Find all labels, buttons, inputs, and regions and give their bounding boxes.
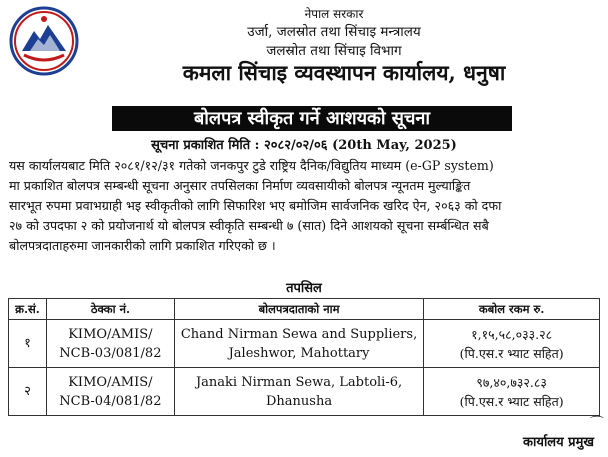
contract-line: NCB-03/081/82 (59, 345, 162, 361)
signature-mark: ⌒ (590, 416, 604, 432)
bidder-line: Chand Nirman Sewa and Suppliers, (180, 326, 418, 342)
amount-note: (पि.एस.र भ्याट सहित) (459, 345, 564, 361)
header-ministry: उर्जा, जलस्रोत तथा सिंचाइ मन्त्रालय (247, 24, 421, 40)
amount-value: १,१५,५८,०३३.२८ (471, 326, 553, 342)
cell-amount (424, 320, 600, 368)
paragraph-line: सारभूत रुपमा प्रवाभग्राही भइ स्वीकृतीको लागि सिफारिश भए बमोजिम सार्वजनिक खरिद ऐन, २०६३ को दफा (9, 198, 502, 213)
cell-sn: २ (9, 368, 47, 416)
cell-amount (424, 368, 600, 416)
cell-contract (46, 320, 174, 368)
table-row (9, 368, 600, 416)
schedule-heading: तपसिल (286, 281, 322, 296)
signature-office-chief: कार्यालय प्रमुख (523, 435, 594, 450)
cell-bidder (174, 320, 423, 368)
published-date: सूचना प्रकाशित मिति : २०८२/०२/०६ (20th May, 2025) (151, 138, 457, 153)
header-government: नेपाल सरकार (304, 7, 364, 21)
col-header-sn: क्र.सं. (9, 299, 47, 320)
bidder-line: Janaki Nirman Sewa, Labtoli-6, (195, 374, 403, 390)
notice-title-banner: बोलपत्र स्वीकृत गर्ने आशयको सूचना (112, 106, 512, 131)
bid-table (8, 298, 600, 416)
paragraph-line: यस कार्यालयबाट मिति २०८१/१२/३१ गतेको जनकपुर टुडे राष्ट्रिय दैनिक/विद्युतिय माध्यम (e-GP system) (9, 158, 494, 173)
paragraph-line: मा प्रकाशित बोलपत्र सम्बन्धी सूचना अनुसार तपसिलका निर्माण व्यवसायीको बोलपत्र न्यूनतम मुल्याङ्कित (9, 178, 471, 193)
bidder-line: Jaleshwor, Mahottary (228, 345, 370, 361)
amount-value: ९७,४०,७३२.८३ (476, 374, 547, 390)
cell-contract (46, 368, 174, 416)
contract-line: KIMO/AMIS/ (68, 326, 153, 342)
notice-paragraph (9, 156, 601, 256)
table-row (9, 320, 600, 368)
cell-sn: १ (9, 320, 47, 368)
bidder-line: Dhanusha (265, 393, 333, 409)
header-department: जलस्रोत तथा सिंचाइ विभाग (266, 43, 402, 59)
cell-bidder (174, 368, 423, 416)
col-header-contract: ठेक्का नं. (46, 299, 174, 320)
col-header-bidder: बोलपत्रदाताको नाम (174, 299, 423, 320)
amount-note: (पि.एस.र भ्याट सहित) (459, 393, 564, 409)
header-office: कमला सिंचाइ व्यवस्थापन कार्यालय, धनुषा (182, 60, 506, 85)
table-header-row (9, 299, 600, 320)
paragraph-line: बोलपत्रदाताहरुमा जानकारीको लागि प्रकाशित गरिएको छ । (9, 238, 276, 253)
paragraph-line: २७ को उपदफा २ को प्रयोजनार्थ यो बोलपत्र स्वीकृति सम्बन्धी ७ (सात) दिने आशयको सूचना सर्म्बन्धित सबै (9, 218, 489, 233)
contract-line: NCB-04/081/82 (59, 393, 162, 409)
col-header-amount: कबोल रकम रु. (424, 299, 600, 320)
contract-line: KIMO/AMIS/ (68, 374, 153, 390)
